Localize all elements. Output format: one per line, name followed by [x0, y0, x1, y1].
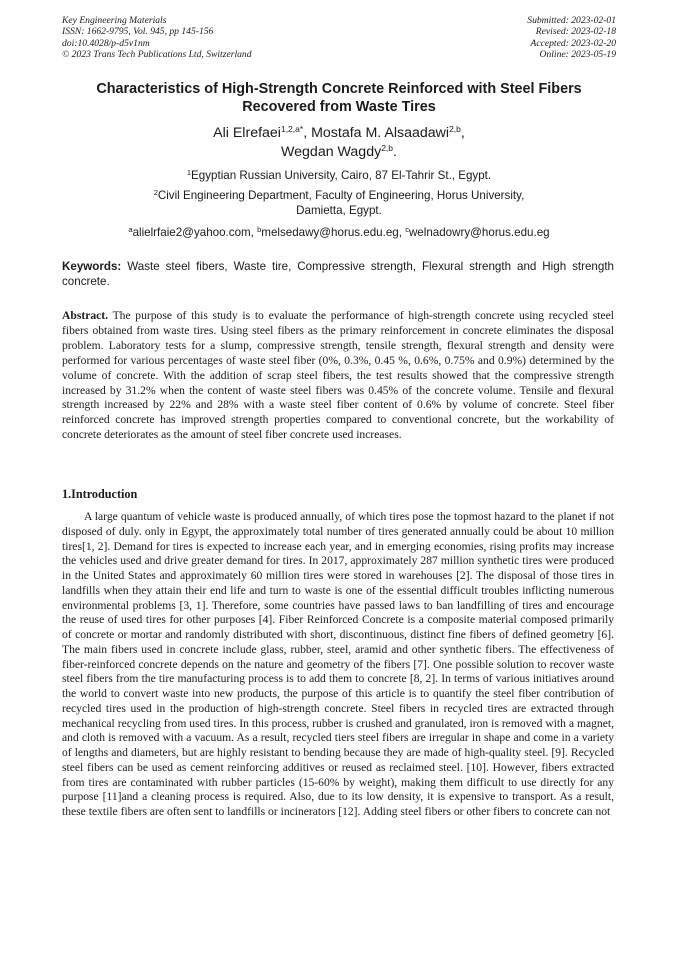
email-marker: a [128, 225, 133, 234]
author-name: Mostafa M. Alsaadawi [311, 125, 450, 141]
affiliation-marker: 1 [186, 168, 192, 177]
revised-date: Revised: 2023-02-18 [535, 26, 616, 38]
email-marker: c [405, 225, 409, 234]
online-date: Online: 2023-05-19 [539, 49, 616, 61]
affiliation-text: Civil Engineering Department, Faculty of Engineering, Horus University, [157, 189, 525, 202]
authors-line-2 [62, 143, 616, 162]
copyright: © 2023 Trans Tech Publications Ltd, Switzerland [62, 49, 252, 61]
author-name: Ali Elrefaei [213, 125, 281, 141]
introduction-paragraph: A large quantum of vehicle waste is produced annually, of which tires pose the topmost hazard to the planet if not disposed of duly. only in Egypt, the approximately total number of tires generated annually could be about 10 million tires[1, 2]. Demand for tires is expected to increase each year, and in emerging economies, rising profits may increase the vehicles used and drive greater demand for tires. In 2017, approximately 287 million synthetic tires were produced in the United States and approximately 60 million tires were stored in warehouses [2]. The disposal of those tires in landfills when they attain their end life and turn to waste is one of the essential difficult troubles inflicting numerous environmental problems [3, 1]. Therefore, some countries have passed laws to ban landfilling of tires and encourage the reuse of used tires for other purposes [4]. Fiber Reinforced Concrete is a composite material composed primarily of concrete or mortar and randomly distributed with short, discontinuous, distinct fine fibers of defined geometry [6]. The main fibers used in concrete include glass, rubber, steel, aramid and other synthetic fibers. The effectiveness of fiber-reinforced concrete depends on the nature and geometry of the fibers [7]. One possible solution to recover waste steel fibers from the tire manufacturing process is to add them to concrete [8, 2]. In terms of various initiatives around the world to convert waste into new products, the purpose of this article is to quantify the steel fiber contribution of recycled tires used in the production of high-strength concrete. Steel fibers in recycled tires are extracted through mechanical recycling from used tires. In this process, rubber is crushed and granulated, iron is removed with a magnet, and cloth is removed with a vacuum. As a result, recycled tiers steel fibers are irregular in shape and come in a variety of lengths and diameters, but are highly resistant to bending because they are made of high-quality steel. [9]. Recycled steel fibers can be used as cement reinforcing additives or reused as reclaimed steel. [10]. However, fibers extracted from tires are contaminated with rubber particles (15-60% by weight), making them difficult to use directly for any purpose [11]and a cleaning process is required. Also, due to its low density, it is expensive to transport. As a result, these textile fibers are often sent to landfills or incinerators [12]. Adding steel fibers or other fibers to concrete can not [62, 510, 614, 818]
journal-info [62, 15, 252, 61]
title-line-2: Recovered from Waste Tires [242, 99, 436, 115]
submitted-date: Submitted: 2023-02-01 [527, 15, 616, 26]
email-link[interactable]: melsedawy@horus.edu.eg, [261, 226, 406, 239]
email-marker: b [257, 225, 262, 234]
affiliation-2-line-2: Damietta, Egypt. [296, 204, 382, 217]
author-separator: . [393, 144, 397, 160]
section-heading: 1.Introduction [62, 487, 138, 501]
publication-dates [527, 15, 616, 61]
abstract-label: Abstract. [62, 309, 109, 322]
affiliation-marker: 2 [153, 188, 158, 197]
author-affiliation-marker: 2,b [449, 124, 461, 134]
affiliation-text: Egyptian Russian University, Cairo, 87 El-Tahrir St., Egypt. [191, 169, 492, 182]
title-line-1: Characteristics of High-Strength Concrete Reinforced with Steel Fibers [96, 81, 582, 97]
affiliation-2-line-1 [62, 188, 616, 203]
keywords-section [62, 259, 614, 289]
author-list [62, 124, 616, 162]
authors-line-1 [62, 124, 616, 143]
accepted-date: Accepted: 2023-02-20 [530, 37, 616, 49]
journal-name: Key Engineering Materials [62, 15, 167, 26]
email-link[interactable]: welnadowry@horus.edu.eg [408, 226, 550, 239]
author-name: Wegdan Wagdy [281, 144, 382, 160]
doi[interactable]: doi:10.4028/p-d5v1nm [62, 37, 150, 49]
issn-volume: ISSN: 1662-9795, Vol. 945, pp 145-156 [62, 26, 214, 38]
affiliation-2 [62, 188, 616, 218]
abstract-section [62, 309, 614, 443]
author-affiliation-marker: 2,b [381, 143, 394, 153]
author-separator: , [460, 125, 465, 141]
email-link[interactable]: alielrfaie2@yahoo.com, [132, 226, 258, 239]
author-affiliation-marker: 1,2,a* [280, 124, 304, 134]
keywords-label: Keywords: [62, 260, 122, 273]
affiliation-1 [62, 168, 616, 183]
author-emails [62, 225, 616, 240]
author-separator: , [303, 125, 312, 141]
paper-title [62, 80, 616, 116]
keywords-text: Waste steel fibers, Waste tire, Compressive strength, Flexural strength and High strength concrete. [62, 260, 614, 288]
abstract-text: The purpose of this study is to evaluate the performance of high-strength concrete using recycled steel fibers obtained from waste tires. Using steel fibers as the primary reinforcement in concrete eliminates the disposal problem. Laboratory tests for a slump, compressive strength, tensile strength, flexural strength and density were performed for various percentages of waste steel fiber (0%, 0.3%, 0.45 %, 0.6%, 0.75% and 0.9%) determined by the volume of concrete. With the addition of scrap steel fibers, the test results showed that the compressive strength increased by 31.2% when the content of waste steel fibers was 0.45% of the concrete volume. Tensile and flexural strength increased by 22% and 28% with a waste steel fiber content of 0.6% by volume of concrete. Steel fiber reinforced concrete has improved strength properties compared to conventional concrete, but the workability of concrete deteriorates as the amount of steel fiber concrete used increases. [62, 309, 614, 442]
